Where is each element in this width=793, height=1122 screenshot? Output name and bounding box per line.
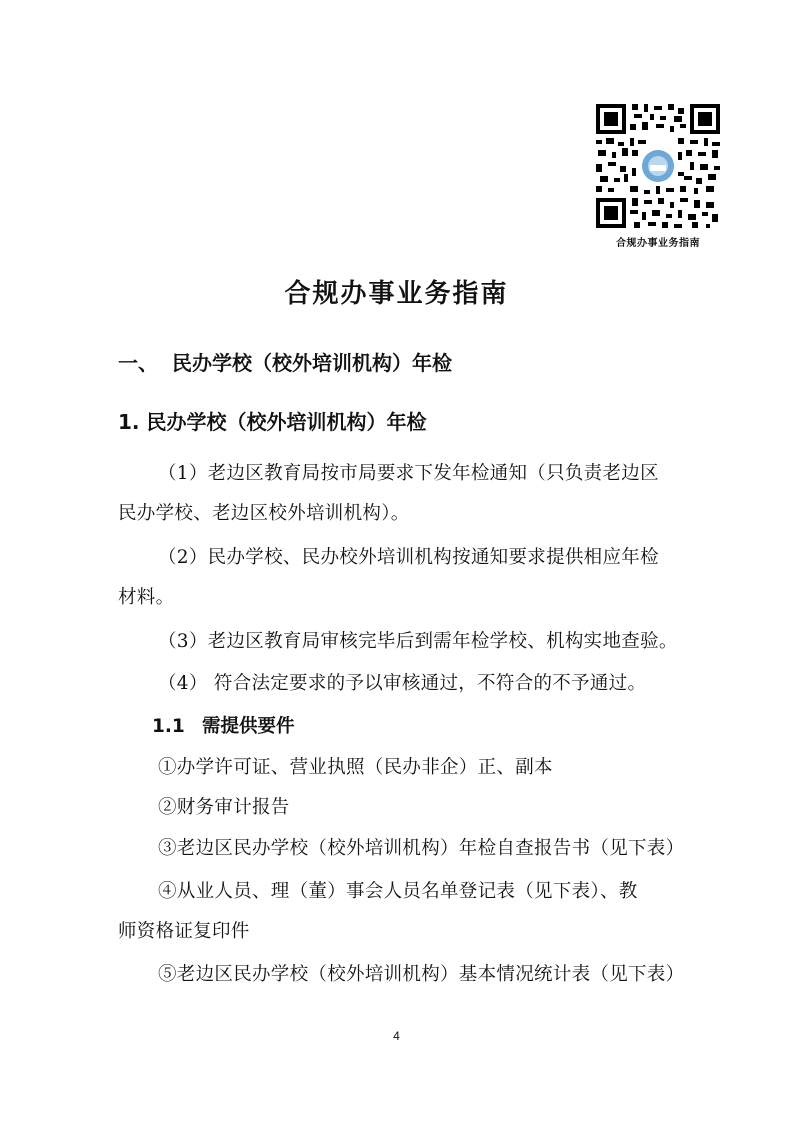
requirement-item (158, 748, 678, 788)
step-line: （1）老边区教育局按市局要求下发年检通知（只负责老边区 (158, 463, 659, 484)
qr-code-image (594, 102, 722, 230)
qr-code-block (592, 102, 724, 249)
step-line: （4） 符合法定要求的予以审核通过，不符合的不予通过。 (158, 673, 647, 694)
requirement-line: ②财务审计报告 (158, 797, 290, 818)
requirement-line: ③老边区民办学校（校外培训机构）年检自查报告书（见下表） (158, 838, 685, 859)
requirements-title: 需提供要件 (202, 716, 295, 737)
requirement-line-continued: 师资格证复印件 (118, 921, 250, 942)
step-line: （2）民办学校、民办校外培训机构按通知要求提供相应年检 (158, 547, 659, 568)
requirement-item (158, 955, 685, 995)
step-paragraph (158, 622, 678, 662)
step-line-continued: 民办学校、老边区校外培训机构）。 (118, 503, 410, 524)
requirement-item (118, 872, 678, 952)
requirements-number: 1.1 (152, 716, 185, 737)
step-paragraph (118, 454, 678, 534)
step-paragraph (158, 664, 678, 704)
section-title: 民办学校（校外培训机构）年检 (172, 351, 452, 375)
step-line-continued: 材料。 (118, 587, 175, 608)
step-paragraph (118, 538, 678, 618)
section-number: 一、 (118, 351, 158, 375)
page-number: 4 (393, 1029, 400, 1043)
requirement-line: ⑤老边区民办学校（校外培训机构）基本情况统计表（见下表） (158, 964, 685, 985)
subsection-heading: 1. 民办学校（校外培训机构）年检 (118, 410, 427, 434)
requirement-item (158, 829, 685, 869)
section-heading (118, 347, 452, 376)
requirement-item (158, 788, 678, 828)
qr-caption: 合规办事业务指南 (616, 238, 700, 249)
document-title: 合规办事业务指南 (284, 279, 509, 309)
step-line: （3）老边区教育局审核完毕后到需年检学校、机构实地查验。 (158, 631, 678, 652)
requirements-heading (152, 712, 295, 738)
requirement-line: ④从业人员、理（董）事会人员名单登记表（见下表）、教 (158, 881, 638, 902)
requirement-line: ①办学许可证、营业执照（民办非企）正、副本 (158, 757, 553, 778)
